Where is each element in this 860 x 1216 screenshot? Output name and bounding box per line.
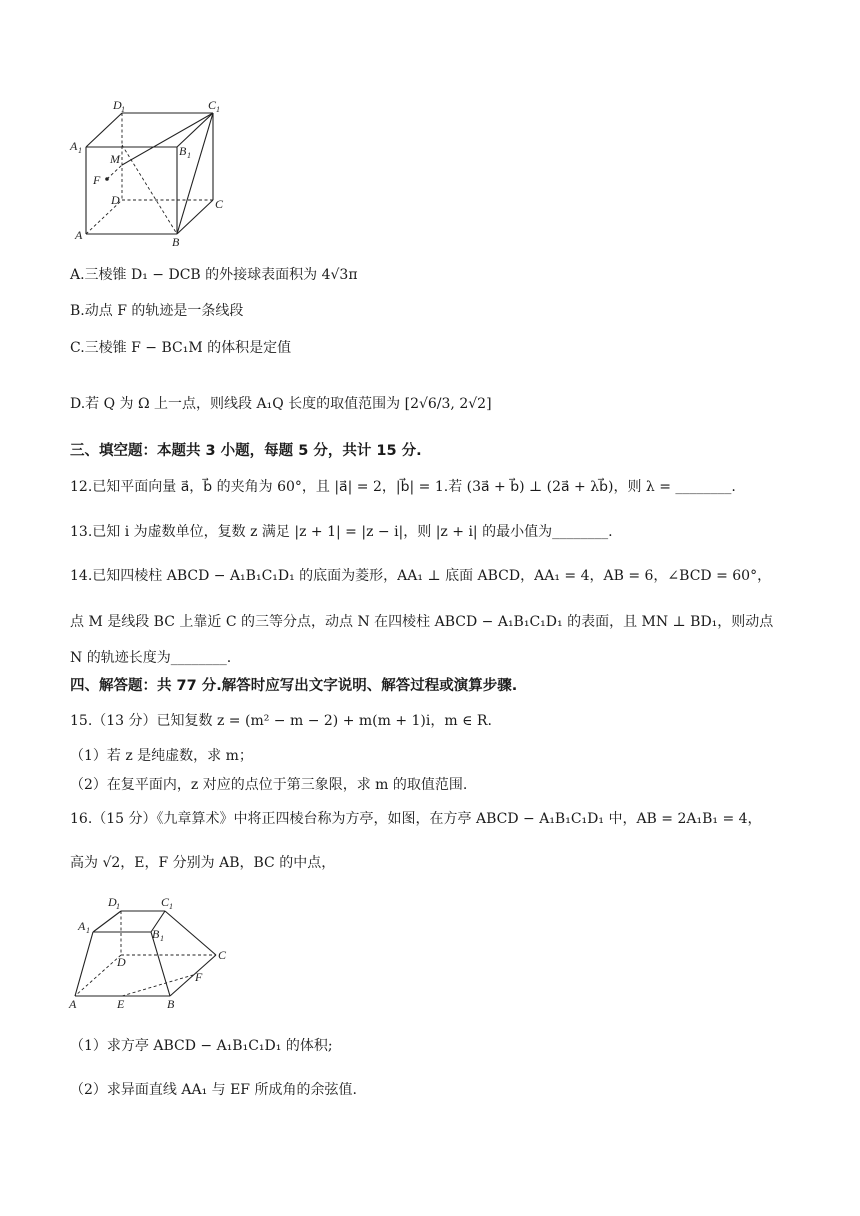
label-B1-sub: 1 (187, 151, 191, 160)
label-B1-sub: 1 (160, 934, 164, 943)
label-D: D (111, 193, 120, 207)
question-14-line-3: N 的轨迹长度为________. (70, 650, 232, 666)
label-D: D (117, 955, 126, 969)
label-D1-sub: 1 (116, 902, 120, 911)
question-14-line-1: 14.已知四棱柱 ABCD − A₁B₁C₁D₁ 的底面为菱形，AA₁ ⊥ 底面 ABCD，AA₁ = 4，AB = 6，∠BCD = 60°， (70, 568, 772, 584)
label-C1: C (208, 98, 217, 112)
cube-figure (60, 95, 240, 255)
label-A: A (69, 997, 77, 1011)
option-b: B.动点 F 的轨迹是一条线段 (70, 303, 244, 319)
label-C: C (218, 948, 227, 962)
frustum-figure (65, 893, 245, 1023)
label-A1-sub: 1 (86, 926, 90, 935)
label-M: M (110, 152, 120, 166)
label-D1: D (113, 98, 122, 112)
label-A1-sub: 1 (78, 146, 82, 155)
label-B1: B (152, 927, 160, 941)
label-C: C (215, 197, 224, 211)
question-16-part-2: （2）求异面直线 AA₁ 与 EF 所成角的余弦值. (70, 1082, 357, 1098)
label-B: B (167, 997, 175, 1011)
label-A1: A (70, 139, 78, 153)
question-13: 13.已知 i 为虚数单位，复数 z 满足 |z + 1| = |z − i|，则 |z + i| 的最小值为________. (70, 524, 613, 540)
label-A1: A (78, 919, 86, 933)
label-A: A (75, 228, 83, 242)
label-F: F (93, 173, 101, 187)
option-d: D.若 Q 为 Ω 上一点，则线段 A₁Q 长度的取值范围为 [2√6/3, 2√2] (70, 396, 492, 412)
label-D1-sub: 1 (121, 105, 125, 114)
label-D1: D (108, 895, 117, 909)
label-B1: B (179, 144, 187, 158)
question-16-line-2: 高为 √2，E，F 分别为 AB，BC 的中点， (70, 855, 336, 871)
question-14-line-2: 点 M 是线段 BC 上靠近 C 的三等分点，动点 N 在四棱柱 ABCD − A₁B₁C₁D₁ 的表面，且 MN ⊥ BD₁，则动点 (70, 614, 774, 630)
label-E: E (117, 997, 125, 1011)
question-16-line-1: 16.（15 分）《九章算术》中将正四棱台称为方亭，如图，在方亭 ABCD − A₁B₁C₁D₁ 中，AB = 2A₁B₁ = 4， (70, 811, 762, 827)
question-16-part-1: （1）求方亭 ABCD − A₁B₁C₁D₁ 的体积; (70, 1038, 333, 1054)
option-a: A.三棱锥 D₁ − DCB 的外接球表面积为 4√3π (70, 267, 358, 283)
label-C1: C (161, 895, 170, 909)
section-4-heading: 四、解答题：共 77 分.解答时应写出文字说明、解答过程或演算步骤. (70, 678, 518, 694)
option-c: C.三棱锥 F − BC₁M 的体积是定值 (70, 340, 292, 356)
section-3-heading: 三、填空题：本题共 3 小题，每题 5 分，共计 15 分. (70, 443, 422, 459)
label-C1-sub: 1 (169, 902, 173, 911)
label-F: F (195, 970, 203, 984)
question-12: 12.已知平面向量 a⃗，b⃗ 的夹角为 60°，且 |a⃗| = 2，|b⃗| = 1.若 (3a⃗ + b⃗) ⊥ (2a⃗ + λb⃗)，则 λ = ________. (70, 479, 736, 495)
label-C1-sub: 1 (216, 105, 220, 114)
question-15-part-2: （2）在复平面内，z 对应的点位于第三象限，求 m 的取值范围. (70, 777, 468, 793)
question-15-part-1: （1）若 z 是纯虚数，求 m； (70, 748, 253, 764)
question-15: 15.（13 分）已知复数 z = (m² − m − 2) + m(m + 1)i，m ∈ R. (70, 713, 492, 729)
label-B: B (172, 235, 180, 249)
